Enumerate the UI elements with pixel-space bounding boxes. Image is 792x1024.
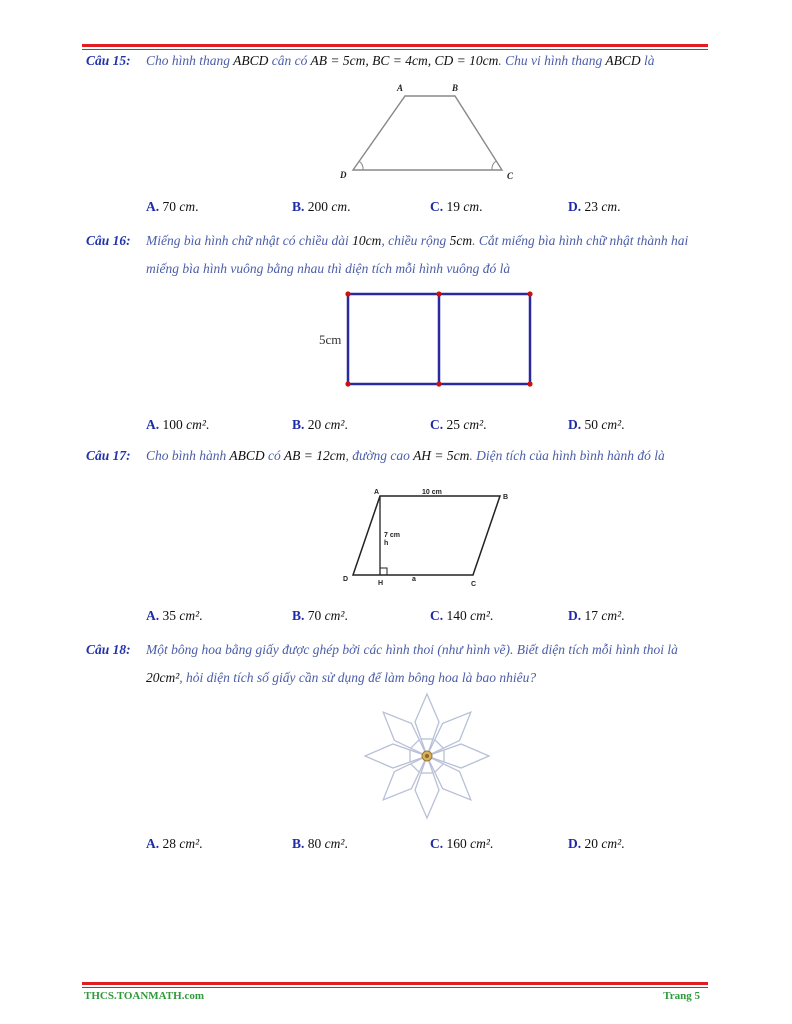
- flower-center-dot: [425, 754, 429, 758]
- option-c[interactable]: C. 25 cm².: [430, 417, 487, 432]
- header-rule: [82, 44, 708, 50]
- option-b[interactable]: B. 70 cm².: [292, 608, 348, 623]
- question-label: Câu 18:: [86, 642, 131, 657]
- angle-mark-d: [359, 161, 363, 170]
- vertex-label-d: D: [340, 170, 347, 180]
- question-label: Câu 16:: [86, 233, 131, 248]
- question-18: Câu 18: Một bông hoa bằng giấy được ghép bởi các hình thoi (như hình vẽ). Biết diện tích mỗi hình thoi là 20cm², hỏi diện tích số giấy cần sử dụng để làm bông hoa là bao nhiêu?: [86, 636, 708, 692]
- side-label: 5cm: [319, 332, 342, 347]
- option-a[interactable]: A. 100 cm².: [146, 417, 210, 432]
- corner-dot: [345, 291, 350, 296]
- footer-page-number: Trang 5: [663, 990, 700, 1002]
- vertex-label-c: C: [471, 581, 477, 588]
- option-c[interactable]: C. 19 cm.: [430, 199, 483, 214]
- option-d[interactable]: D. 17 cm².: [568, 608, 625, 623]
- option-d[interactable]: D. 50 cm².: [568, 417, 625, 432]
- corner-dot: [527, 291, 532, 296]
- option-a[interactable]: A. 28 cm².: [146, 836, 203, 851]
- top-side-label: 10 cm: [422, 489, 442, 496]
- corner-dot: [436, 381, 441, 386]
- vertex-label-b: B: [452, 83, 459, 93]
- question-16: Câu 16: Miếng bìa hình chữ nhật có chiều dài 10cm, chiều rộng 5cm. Cắt miếng bìa hình chữ nhật thành hai miếng bìa hình vuông bằng nhau thì diện tích mỗi hình vuông đó là: [86, 227, 708, 283]
- option-b[interactable]: B. 20 cm².: [292, 417, 348, 432]
- right-angle-mark: [380, 568, 387, 575]
- option-a[interactable]: A. 70 cm.: [146, 199, 199, 214]
- base-label: a: [412, 576, 416, 583]
- vertex-label-d: D: [343, 576, 349, 583]
- vertex-label-a: A: [397, 83, 404, 93]
- rhombus-flower-figure: [356, 692, 498, 824]
- option-a[interactable]: A. 35 cm².: [146, 608, 203, 623]
- corner-dot: [345, 381, 350, 386]
- option-d[interactable]: D. 23 cm.: [568, 199, 621, 214]
- option-d[interactable]: D. 20 cm².: [568, 836, 625, 851]
- question-17: Câu 17: Cho bình hành ABCD có AB = 12cm, đường cao AH = 5cm. Diện tích của hình bình hành đó là: [86, 446, 708, 466]
- height-value-label: 7 cm: [384, 532, 400, 539]
- question-15: Câu 15: Cho hình thang ABCD cân có AB = 5cm, BC = 4cm, CD = 10cm. Chu vi hình thang ABCD là: [86, 51, 708, 71]
- question-label: Câu 17:: [86, 448, 131, 463]
- corner-dot: [436, 291, 441, 296]
- vertex-label-a: A: [374, 489, 380, 496]
- option-b[interactable]: B. 200 cm.: [292, 199, 351, 214]
- footer-rule: [82, 982, 708, 988]
- corner-dot: [527, 381, 532, 386]
- trapezoid-shape: [353, 96, 502, 170]
- question-label: Câu 15:: [86, 53, 131, 68]
- trapezoid-figure: [330, 78, 530, 182]
- height-symbol-label: h: [384, 540, 389, 547]
- parallelogram-figure: [340, 484, 520, 590]
- vertex-label-b: B: [503, 494, 509, 501]
- rectangle-figure: [310, 288, 540, 392]
- option-b[interactable]: B. 80 cm².: [292, 836, 348, 851]
- parallelogram-shape: [353, 496, 500, 575]
- option-c[interactable]: C. 140 cm².: [430, 608, 494, 623]
- footer-site[interactable]: THCS.TOANMATH.com: [84, 990, 204, 1002]
- vertex-label-h: H: [378, 580, 384, 587]
- option-c[interactable]: C. 160 cm².: [430, 836, 494, 851]
- vertex-label-c: C: [507, 171, 514, 181]
- angle-mark-c: [492, 161, 496, 170]
